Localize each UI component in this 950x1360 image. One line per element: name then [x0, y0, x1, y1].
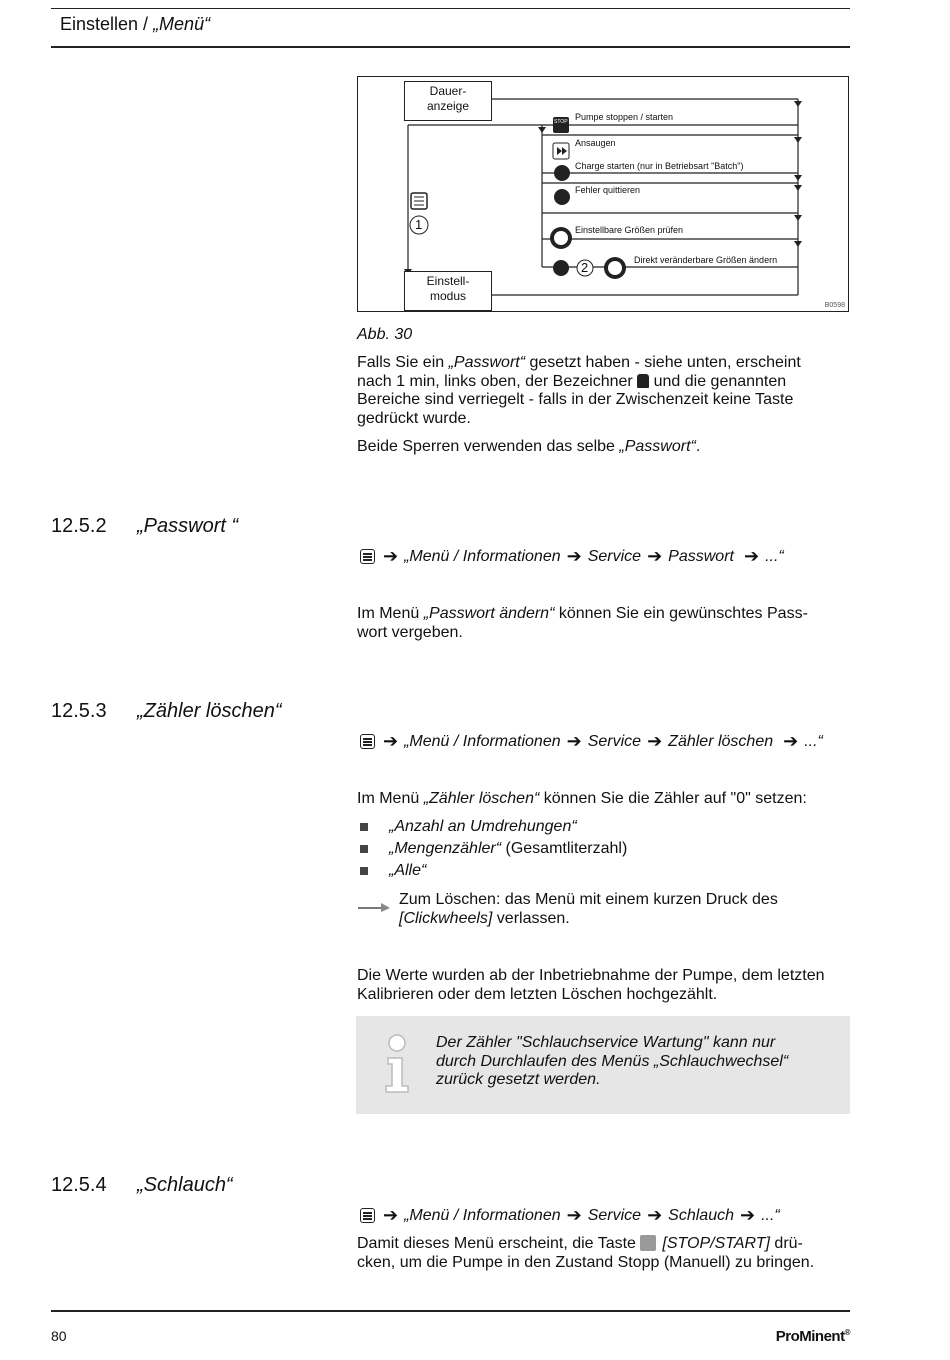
header-title-prefix: Einstellen /	[60, 14, 154, 34]
stop-button-label: STOP	[554, 119, 568, 125]
page-number: 80	[51, 1328, 67, 1344]
note-l2: durch Durchlaufen des Menüs „Schlauchwechsel“	[436, 1052, 789, 1070]
s4-l1-before: Damit dieses Menü erscheint, die Taste	[357, 1235, 641, 1252]
both-locks-paragraph	[357, 438, 700, 457]
path-step: „Menü / Informationen	[404, 732, 561, 750]
note-l3: zurück gesetzt werden.	[436, 1071, 601, 1088]
bullet-text: „Alle“	[389, 862, 427, 879]
menu-diagram	[357, 76, 849, 312]
bullet-text: „Anzahl an Umdrehungen“	[389, 818, 577, 835]
p2-after: .	[695, 438, 701, 455]
menu-path-zaehler	[360, 731, 823, 752]
bullet-square-icon	[360, 867, 368, 875]
stop-start-key-icon	[640, 1235, 656, 1251]
section-title-zaehler: „Zähler löschen“	[137, 700, 282, 722]
s3-text-before: Im Menü	[357, 790, 424, 807]
diagram-label-1: Ansaugen	[575, 138, 616, 148]
footer-rule	[51, 1310, 850, 1312]
list-item	[357, 838, 627, 860]
s2-text-l2: wort vergeben.	[357, 623, 463, 641]
page-header-title	[60, 14, 210, 35]
path-step: „Menü / Informationen	[404, 547, 561, 565]
p1-l2-before: nach 1 min, links oben, der Bezeichner	[357, 372, 638, 390]
p1-pw: „Passwort“	[448, 354, 526, 371]
passwort-paragraph	[357, 605, 847, 642]
path-step: Zähler löschen	[668, 732, 774, 750]
arrow-icon: ➔	[383, 546, 399, 566]
arrow-icon: ➔	[647, 731, 663, 751]
section-title-passwort: „Passwort “	[137, 515, 239, 537]
schlauch-paragraph	[357, 1235, 849, 1272]
menu-path-passwort	[360, 546, 784, 567]
diagram-label-5: Direkt veränderbare Größen ändern	[634, 255, 778, 265]
arrow-icon: ➔	[783, 731, 799, 751]
bullet-text: „Mengenzähler“	[389, 840, 502, 857]
s4-l2: cken, um die Pumpe in den Zustand Stopp (Manuell) zu bringen.	[357, 1253, 815, 1271]
diagram-label-2: Charge starten (nur in Betriebsart "Batch")	[575, 161, 744, 171]
zaehler-bullet-list	[357, 816, 627, 882]
arrow-icon: ➔	[566, 731, 582, 751]
p1-l2-after: und die genannten	[649, 372, 787, 390]
brand-logo	[776, 1328, 850, 1345]
menu-icon	[360, 734, 375, 749]
s2-text-l1-after: können Sie ein gewünschtes Pass-	[554, 605, 808, 622]
path-step: Service	[587, 1206, 642, 1224]
diagram-label-3: Fehler quittieren	[575, 185, 641, 195]
p1-l1-after: gesetzt haben - siehe unten, erscheint	[525, 354, 801, 371]
arrow-icon: ➔	[647, 1205, 663, 1225]
diagram-number-1: 1	[415, 217, 423, 232]
brand-reg: ®	[844, 1328, 850, 1337]
path-step: ...“	[804, 732, 823, 750]
arrow-icon: ➔	[566, 546, 582, 566]
path-step: ...“	[761, 1206, 780, 1224]
menu-icon	[360, 1208, 375, 1223]
menu-path-schlauch	[360, 1205, 780, 1226]
p1-l3: Bereiche sind verriegelt - falls in der Zwischenzeit keine Taste	[357, 391, 794, 408]
note-l1: Der Zähler "Schlauchservice Wartung" kann nur	[436, 1034, 776, 1051]
header-title-italic: „Menü“	[153, 14, 211, 34]
lock-icon	[637, 374, 649, 388]
path-step: Service	[587, 732, 642, 750]
brand-name: ProMinent	[775, 1328, 845, 1345]
figure-caption: Abb. 30	[357, 326, 413, 343]
hint-arrow-icon	[356, 899, 392, 913]
menu-icon	[360, 549, 375, 564]
path-step: Passwort	[668, 547, 734, 565]
path-step: „Menü / Informationen	[404, 1206, 561, 1224]
diagram-code: B0598	[824, 302, 845, 309]
diagram-box-einstell: Einstell- modus	[404, 271, 492, 311]
s2-text-before: Im Menü	[357, 605, 424, 622]
s4-l1-italic: [STOP/START]	[662, 1235, 770, 1252]
section-title-schlauch: „Schlauch“	[137, 1174, 233, 1196]
header-bottom-rule	[51, 46, 850, 48]
hint-l1: Zum Löschen: das Menü mit einem kurzen Druck des	[399, 891, 778, 908]
diagram-label-4: Einstellbare Größen prüfen	[575, 225, 684, 235]
diagram-label-0: Pumpe stoppen / starten	[575, 112, 674, 122]
p2-before: Beide Sperren verwenden das selbe	[357, 438, 620, 455]
arrow-icon: ➔	[647, 546, 663, 566]
s3-text-after: können Sie die Zähler auf "0" setzen:	[539, 790, 807, 807]
hint-l2-after: verlassen.	[492, 909, 570, 927]
list-item	[357, 860, 627, 882]
password-paragraph	[357, 354, 847, 428]
arrow-icon: ➔	[383, 731, 399, 751]
section-number-1253: 12.5.3	[51, 700, 107, 722]
section-number-1252: 12.5.2	[51, 515, 107, 537]
header-top-rule	[51, 8, 850, 9]
note-text	[436, 1034, 836, 1090]
p2-pw: „Passwort“	[619, 438, 696, 455]
s4-l1-after: drü-	[769, 1235, 803, 1252]
info-note-box	[356, 1016, 850, 1114]
zaehler-intro	[357, 790, 807, 809]
values-l2: Kalibrieren oder dem letzten Löschen hochgezählt.	[357, 985, 718, 1003]
values-paragraph	[357, 967, 849, 1004]
info-icon	[380, 1034, 414, 1098]
bullet-text-plain: (Gesamtliterzahl)	[501, 840, 628, 857]
s3-text-italic: „Zähler löschen“	[423, 790, 540, 807]
s2-text-italic: „Passwort ändern“	[423, 605, 555, 622]
arrow-icon: ➔	[566, 1205, 582, 1225]
path-step: Schlauch	[668, 1206, 734, 1224]
section-number-1254: 12.5.4	[51, 1174, 107, 1196]
arrow-icon: ➔	[743, 546, 760, 566]
values-l1: Die Werte wurden ab der Inbetriebnahme der Pumpe, dem letzten	[357, 967, 825, 984]
arrow-icon: ➔	[383, 1205, 399, 1225]
bullet-square-icon	[360, 845, 368, 853]
hint-text	[399, 891, 849, 928]
diagram-number-2: 2	[581, 260, 589, 275]
bullet-square-icon	[360, 823, 368, 831]
list-item	[357, 816, 627, 838]
hint-l2-italic: [Clickwheels]	[399, 909, 493, 927]
p1-before: Falls Sie ein	[357, 354, 449, 371]
p1-l4: gedrückt wurde.	[357, 409, 471, 427]
path-step: ...“	[765, 547, 784, 565]
path-step: Service	[587, 547, 642, 565]
diagram-box-dauer: Dauer- anzeige	[404, 81, 492, 121]
arrow-icon: ➔	[740, 1205, 756, 1225]
